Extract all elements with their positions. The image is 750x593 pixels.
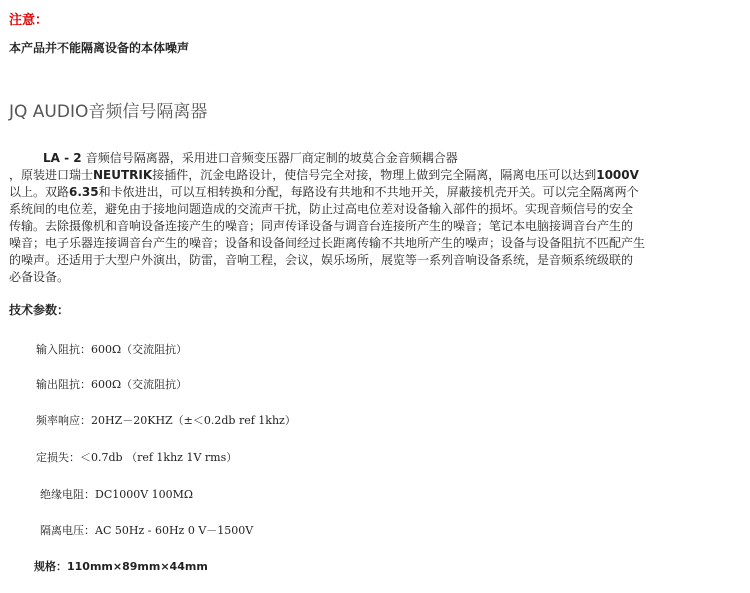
spec-label: 输入阻抗：	[36, 343, 91, 356]
spec-label: 隔离电压：	[40, 524, 95, 537]
spec-heading: 技术参数：	[9, 303, 70, 317]
spec-label: 输出阻抗：	[36, 378, 91, 391]
description-line: 噪音；电子乐器连接调音台产生的噪音；设备和设备间经过长距离传输不共地所产生的噪声；设备与设备阻抗不匹配产生	[9, 236, 646, 250]
spec-dimensions	[34, 558, 208, 574]
product-title: JQ AUDIO音频信号隔离器	[9, 102, 208, 122]
spec-frequency-response	[36, 412, 296, 428]
spec-label: 频率响应：	[36, 414, 91, 427]
description-line: 传输。去除摄像机和音响设备连接产生的噪音；同声传译设备与调音台连接所产生的噪音；笔记本电脑接调音台产生的	[9, 219, 634, 233]
spec-label: 定损失：	[36, 451, 80, 464]
spec-value: AC 50Hz - 60Hz 0 V－1500V	[95, 524, 254, 537]
product-description	[9, 150, 744, 286]
description-line: 以上。双路6.35和卡侬进出，可以互相转换和分配，每路设有共地和不共地开关，屏蔽接机壳开关。可以完全隔离两个	[9, 185, 639, 199]
spec-label: 规格：	[34, 560, 67, 573]
spec-output-impedance	[36, 376, 187, 392]
spec-label: 绝缘电阻：	[40, 488, 95, 501]
spec-isolation-voltage	[40, 522, 253, 538]
spec-value: 600Ω（交流阻抗）	[91, 378, 188, 391]
notice-text: 本产品并不能隔离设备的本体噪声	[9, 41, 190, 55]
spec-insulation-resistance	[40, 486, 193, 502]
spec-value: ＜0.7db （ref 1khz 1V rms）	[80, 451, 238, 464]
description-line: 系统间的电位差，避免由于接地问题造成的交流声干扰，防止过高电位差对设备输入部件的损坏。实现音频信号的安全	[9, 202, 634, 216]
spec-value: 110mm×89mm×44mm	[67, 560, 208, 573]
notice-label: 注意：	[9, 13, 49, 28]
spec-value: 20HZ－20KHZ（±＜0.2db ref 1khz）	[91, 414, 296, 427]
spec-value: DC1000V 100MΩ	[95, 488, 194, 501]
spec-input-impedance	[36, 341, 187, 357]
spec-value: 600Ω（交流阻抗）	[91, 343, 188, 356]
description-line: ，原装进口瑞士NEUTRIK接插件，沉金电路设计，使信号完全对接，物理上做到完全隔离，隔离电压可以达到1000V	[9, 168, 639, 182]
description-line: 的噪声。还适用于大型户外演出，防雷，音响工程，会议，娱乐场所，展览等一系列音响设备系统，是音频系统级联的	[9, 253, 634, 267]
description-line: LA - 2 音频信号隔离器，采用进口音频变压器厂商定制的坡莫合金音频耦合器	[43, 151, 458, 165]
description-line: 必备设备。	[9, 270, 70, 284]
spec-insertion-loss	[36, 449, 237, 465]
